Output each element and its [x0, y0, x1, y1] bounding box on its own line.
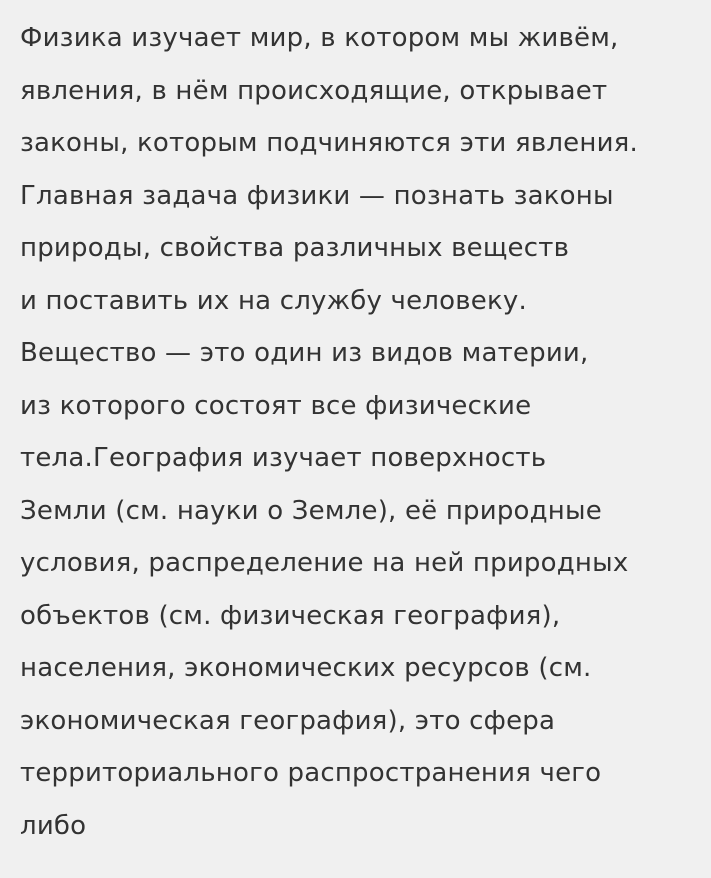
- text-line: объектов (см. физическая география),: [20, 600, 561, 631]
- text-line: Вещество — это один из видов материи,: [20, 338, 589, 368]
- text-document: [20, 12, 700, 852]
- text-line: Физика изучает мир, в котором мы живём,: [20, 23, 619, 53]
- text-line: Главная задача физики — познать законы: [20, 180, 614, 211]
- text-line: законы, которым подчиняются эти явления.: [20, 128, 638, 158]
- text-line: явления, в нём происходящие, открывает: [20, 75, 608, 106]
- text-line: условия, распределение на ней природных: [20, 548, 629, 578]
- text-line: и поставить их на службу человеку.: [20, 285, 527, 316]
- text-line: территориального распространения чего: [20, 758, 602, 788]
- text-line: из которого состоят все физические: [20, 390, 532, 421]
- text-line: населения, экономических ресурсов (см.: [20, 653, 592, 683]
- text-line: Земли (см. науки о Земле), её природные: [20, 495, 602, 526]
- text-line: либо: [20, 810, 87, 841]
- text-line: экономическая география), это сфера: [20, 705, 556, 736]
- text-line: природы, свойства различных веществ: [20, 233, 570, 263]
- text-line: тела.География изучает поверхность: [20, 443, 547, 473]
